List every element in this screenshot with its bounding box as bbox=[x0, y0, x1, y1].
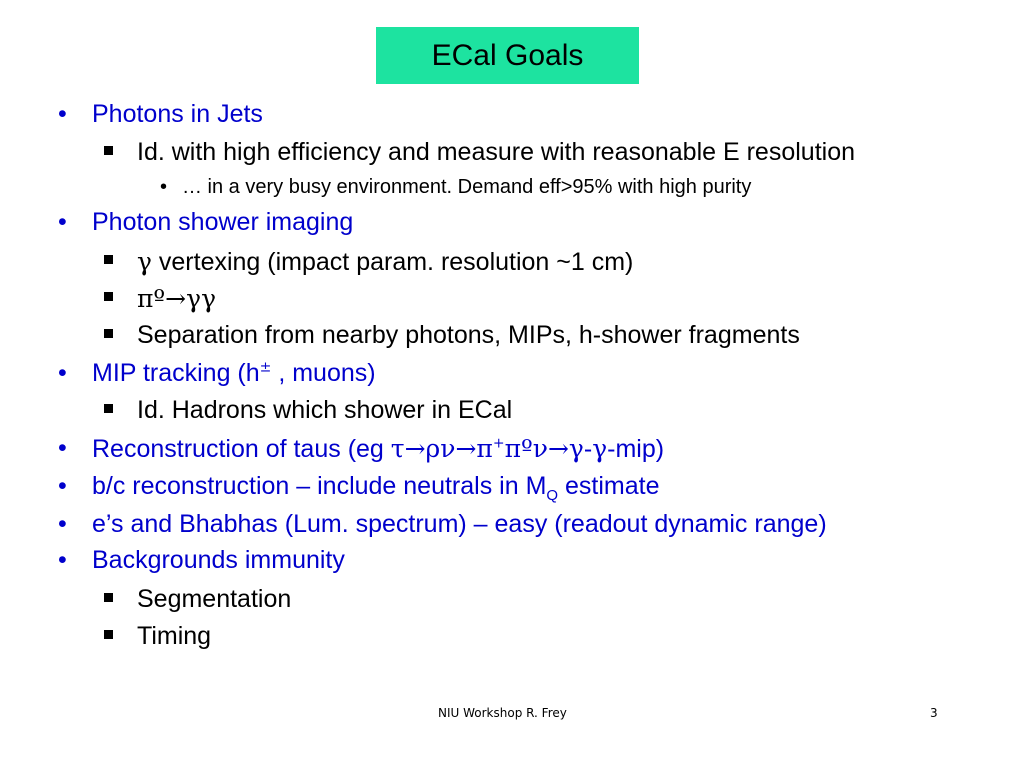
gamma-symbol: γ bbox=[137, 247, 152, 276]
sub-bullet-text: Id. with high efficiency and measure with reasonable E resolution bbox=[137, 138, 856, 166]
sub-bullet-text: Timing bbox=[137, 622, 212, 650]
footer-text: NIU Workshop R. Frey bbox=[438, 706, 567, 720]
bullet-text: Backgrounds immunity bbox=[92, 546, 345, 574]
bc-pre: b/c reconstruction – include neutrals in M bbox=[92, 472, 547, 500]
bullet-marker: • bbox=[58, 434, 67, 462]
sub-sub-bullet-text: … in a very busy environment. Demand eff>95% with high purity bbox=[182, 176, 752, 198]
tau-decay-symbols-2: πºν→γ bbox=[504, 434, 584, 463]
bullet-marker: • bbox=[160, 176, 168, 198]
square-bullet-icon bbox=[104, 630, 113, 639]
sub-bullet-text: Id. Hadrons which shower in ECal bbox=[137, 396, 513, 424]
q-subscript: Q bbox=[546, 487, 559, 504]
bullet-marker: • bbox=[58, 359, 67, 387]
square-bullet-icon bbox=[104, 146, 113, 155]
square-bullet-icon bbox=[104, 593, 113, 602]
dash: - bbox=[583, 435, 593, 463]
bullet-marker: • bbox=[58, 100, 67, 128]
bullet-marker: • bbox=[58, 472, 67, 500]
sub-bullet-text: Segmentation bbox=[137, 585, 292, 613]
page-number: 3 bbox=[930, 706, 938, 720]
gamma-symbol: γ bbox=[592, 434, 608, 463]
vertexing-text: vertexing (impact param. resolution ~1 cm) bbox=[151, 248, 634, 276]
plus-superscript: + bbox=[492, 435, 505, 452]
tau-decay-symbols: τ→ρν→π bbox=[390, 434, 493, 463]
bc-post: estimate bbox=[558, 472, 660, 500]
bullet-text bbox=[92, 359, 376, 388]
square-bullet-icon bbox=[104, 255, 113, 264]
bullet-marker: • bbox=[58, 208, 67, 236]
plus-minus-superscript: ± bbox=[259, 359, 272, 376]
sub-bullet-text bbox=[137, 247, 633, 277]
tau-post: -mip) bbox=[607, 435, 665, 463]
square-bullet-icon bbox=[104, 292, 113, 301]
bullet-text: Photons in Jets bbox=[92, 100, 263, 128]
square-bullet-icon bbox=[104, 329, 113, 338]
sub-bullet-text: πº→γγ bbox=[137, 284, 217, 313]
bullet-text: Photon shower imaging bbox=[92, 208, 354, 236]
bullet-text bbox=[92, 434, 664, 464]
bullet-text: e’s and Bhabhas (Lum. spectrum) – easy (readout dynamic range) bbox=[92, 510, 827, 538]
mip-pre: MIP tracking (h bbox=[92, 359, 260, 387]
slide-title: ECal Goals bbox=[376, 27, 639, 84]
square-bullet-icon bbox=[104, 404, 113, 413]
bullet-text bbox=[92, 472, 660, 504]
sub-bullet-text: Separation from nearby photons, MIPs, h-shower fragments bbox=[137, 321, 800, 349]
mip-post: , muons) bbox=[271, 359, 376, 387]
bullet-marker: • bbox=[58, 546, 67, 574]
tau-pre: Reconstruction of taus (eg bbox=[92, 435, 391, 463]
bullet-marker: • bbox=[58, 510, 67, 538]
